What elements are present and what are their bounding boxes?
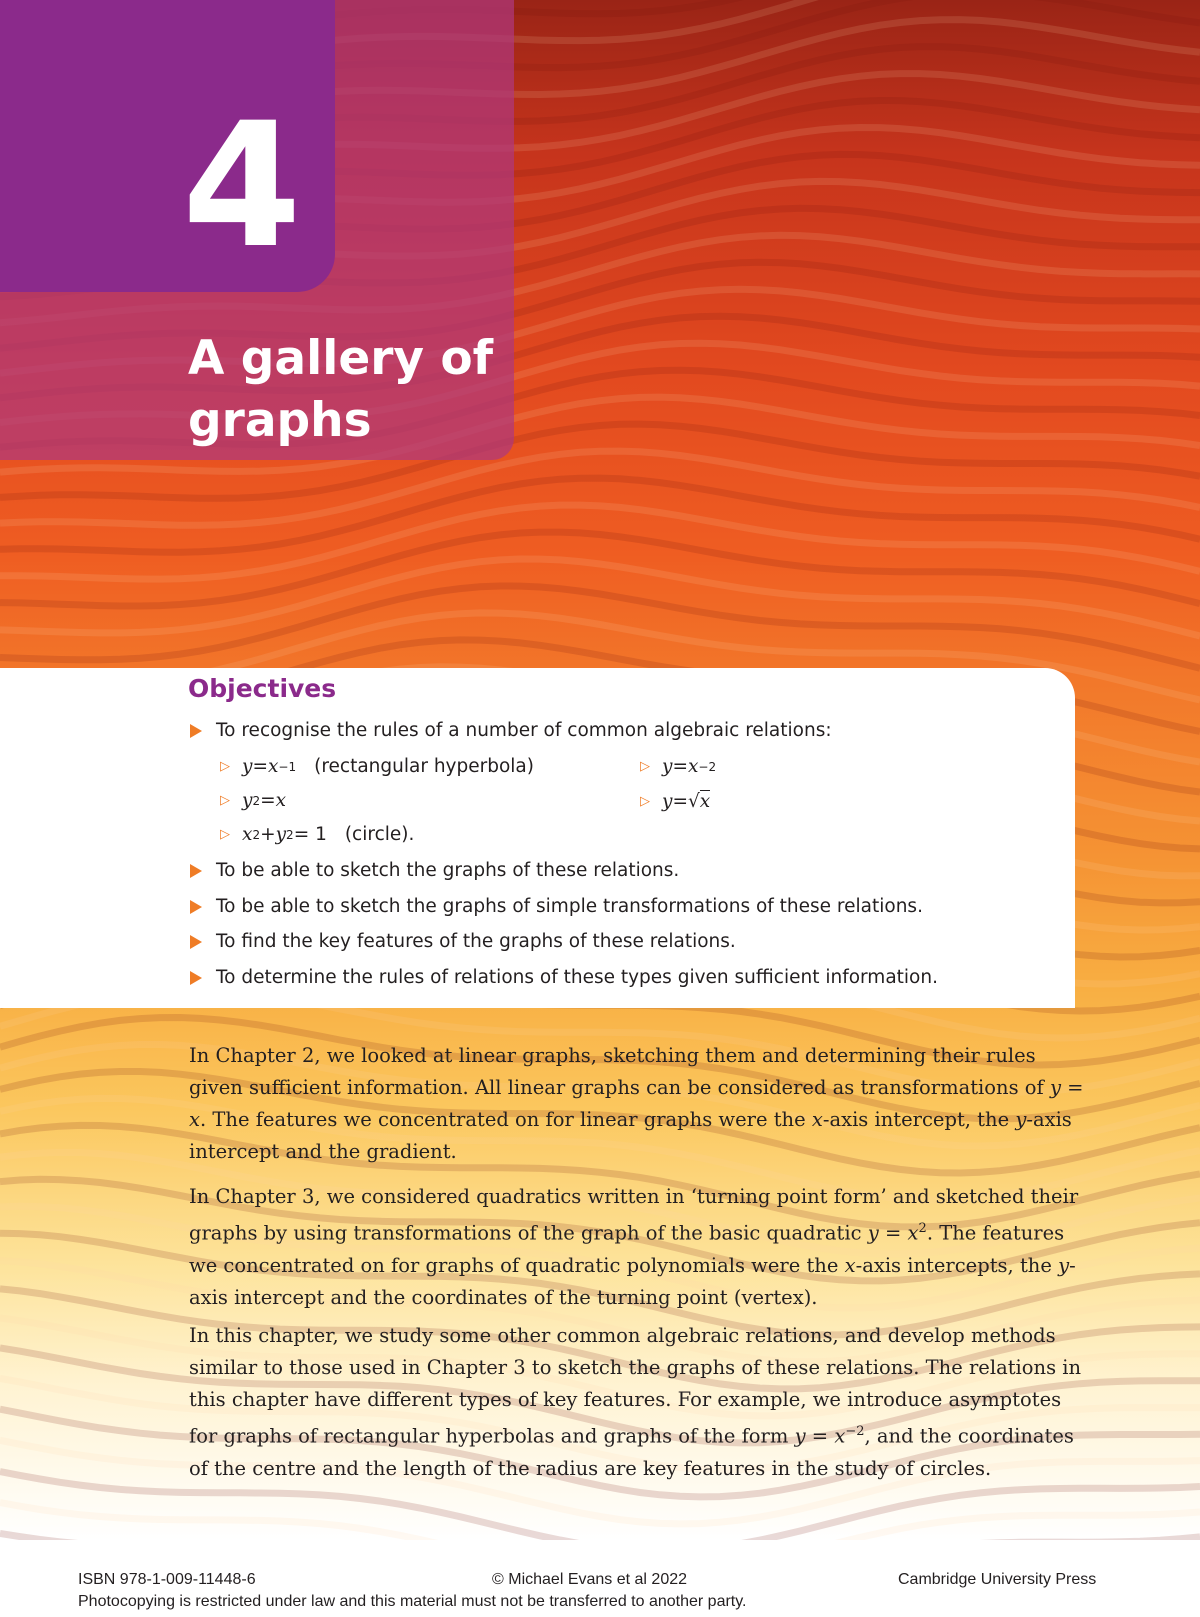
square-root-sign: √ [687, 790, 700, 812]
objective-subitem: ▷ y 2 = x [220, 790, 287, 811]
sub-bullet-icon: ▷ [220, 827, 230, 842]
footer-publisher: Cambridge University Press [898, 1571, 1097, 1588]
relation-note: (rectangular hyperbola) [314, 756, 534, 777]
footer-isbn: ISBN 978-1-009-11448-6 [78, 1571, 256, 1588]
intro-paragraph-2: In Chapter 3, we considered quadratics written in ‘turning point form’ and sketched their graphs by using transformations of the graph of the basic quadratic $y = x^2$. The features we concentrated on for graphs of quadratic polynomials were the x-axis intercepts, the y-axis intercept and the coordinates of the turning point (vertex). [189, 1185, 1079, 1309]
bullet-arrow-icon [190, 864, 202, 878]
sub-bullet-icon: ▷ [220, 759, 230, 774]
objective-item [190, 860, 679, 881]
objective-text: To determine the rules of relations of these types given sufficient information. [216, 967, 938, 988]
footer-notice: Photocopying is restricted under law and this material must not be transferred to another party. [78, 1593, 747, 1610]
objective-item [190, 720, 832, 741]
bullet-arrow-icon [190, 935, 202, 949]
objective-item [190, 967, 938, 988]
sub-bullet-icon: ▷ [640, 759, 650, 774]
objective-item [190, 896, 923, 917]
chapter-title: A gallery of graphs [188, 331, 494, 448]
wave-stripe [0, 1503, 1200, 1540]
objective-text: To find the key features of the graphs of these relations. [216, 931, 736, 952]
chapter-number: 4 [182, 85, 302, 286]
wave-stripe [0, 1533, 1200, 1540]
objective-item [190, 931, 736, 952]
objective-subitem: ▷ y = x −2 [640, 756, 717, 777]
objective-subitem: ▷ x 2 + y 2 = 1 (circle). [220, 824, 415, 845]
bullet-arrow-icon [190, 724, 202, 738]
objective-subitem: ▷ y = √ x [640, 790, 711, 812]
sub-bullet-icon: ▷ [220, 793, 230, 808]
objectives-heading: Objectives [188, 674, 337, 703]
footer-copyright: © Michael Evans et al 2022 [492, 1571, 688, 1588]
sub-bullet-icon: ▷ [640, 793, 650, 809]
objective-text: To be able to sketch the graphs of these relations. [216, 860, 680, 881]
intro-paragraph-1: In Chapter 2, we looked at linear graphs, sketching them and determining their rules given sufficient information. All linear graphs can be considered as transformations of y = x. The features we concentrated on for linear graphs were the x-axis intercept, the y-axis intercept and the gradient. [189, 1044, 1084, 1163]
objective-text: To recognise the rules of a number of common algebraic relations: [216, 720, 832, 741]
objectives-panel [0, 668, 1075, 1008]
objective-subitem: ▷ y = x −1 (rectangular hyperbola) [220, 756, 534, 777]
objective-text: To be able to sketch the graphs of simple transformations of these relations. [216, 896, 923, 917]
relation-note: (circle). [344, 824, 415, 845]
bullet-arrow-icon [190, 971, 202, 985]
bullet-arrow-icon [190, 900, 202, 914]
intro-paragraph-3: In this chapter, we study some other common algebraic relations, and develop methods similar to those used in Chapter 3 to sketch the graphs of these relations. The relations in this chapter have different types of key features. For example, we introduce asymptotes for graphs of rectangular hyperbolas and graphs of the form $y = x^{-2}$, and the coordinates of the centre and the length of the radius are key features in the study of circles. [189, 1324, 1082, 1480]
